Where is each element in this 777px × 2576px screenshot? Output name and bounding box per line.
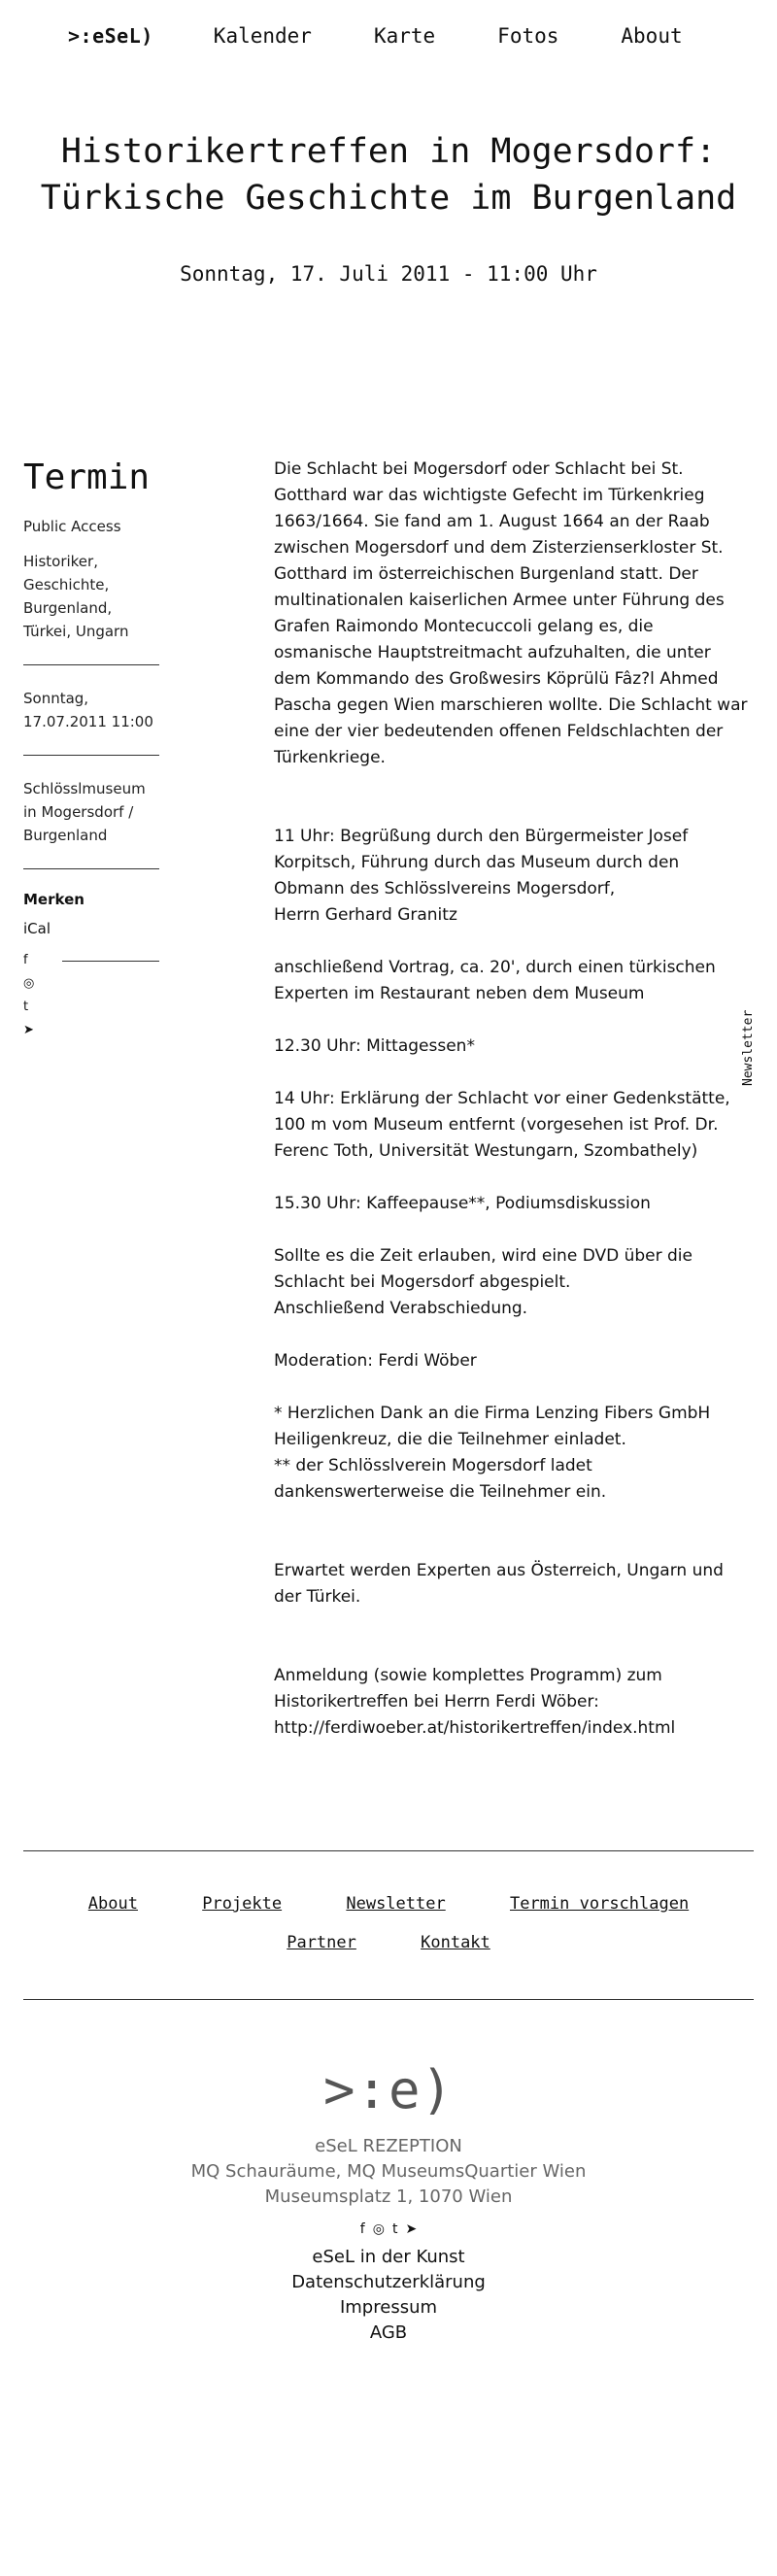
footer-link-partner[interactable]: Partner <box>287 1933 356 1952</box>
intro-paragraph: Die Schlacht bei Mogersdorf oder Schlacht bei St. Gotthard war das wichtigste Gefecht im Türkenkrieg 1663/1664. Sie fand am 1. August 1664 an der Raab zwischen Mogersdorf und dem Zisterzienserkloster St. Gotthard im österreichischen Burgenland statt. Der multinationalen kaiserlichen Armee unter Führung des Grafen Raimondo Montecuccoli gelang es, die osmanische Hauptstreitmacht aufzuhalten, die unter dem Kommando des Großwesirs Köprülü Fâz?l Ahmed Pascha gegen Wien marschieren wollte. Die Schlacht war eine der vier bedeutenden offenen Feldschlachten der Türkenkriege. <box>274 459 748 767</box>
program-11-host: Herrn Gerhard Granitz <box>274 905 457 925</box>
event-description <box>274 457 750 1742</box>
divider <box>23 868 159 869</box>
location[interactable]: Schlösslmuseum in Mogersdorf / Burgenland <box>23 780 146 844</box>
facebook-icon[interactable]: f <box>359 2221 365 2237</box>
top-nav <box>68 21 709 51</box>
footer-links-row-1 <box>23 1894 754 1914</box>
registration-link[interactable]: http://ferdiwoeber.at/historikertreffen/index.html <box>274 1718 676 1738</box>
newsletter-tab-label[interactable]: Newsletter <box>741 1009 756 1086</box>
nav-about[interactable]: About <box>621 24 683 48</box>
footer-link-about[interactable]: About <box>87 1894 138 1914</box>
twitter-icon[interactable]: t <box>23 1000 29 1014</box>
footer-link-impressum[interactable]: Impressum <box>339 2297 438 2318</box>
divider <box>23 664 159 665</box>
instagram-icon[interactable]: ◎ <box>23 976 35 991</box>
footer-address-line-1: MQ Schauräume, MQ MuseumsQuartier Wien <box>190 2161 587 2182</box>
footer-org-name: eSeL REZEPTION <box>315 2136 462 2156</box>
footer-address <box>0 2134 777 2210</box>
footer-legal-links <box>0 2245 777 2346</box>
program-11: 11 Uhr: Begrüßung durch den Bürgermeister Josef Korpitsch, Führung durch das Museum durch den Obmann des Schlösslvereins Mogersdorf, <box>274 827 689 898</box>
facebook-icon[interactable]: f <box>23 953 28 967</box>
footer-divider-top <box>23 1850 754 1851</box>
registration: Anmeldung (sowie komplettes Programm) zum Historikertreffen bei Herrn Ferdi Wöber: <box>274 1666 662 1712</box>
sidebar-heading: Termin <box>23 458 151 497</box>
tags-list[interactable]: Historiker, Geschichte, Burgenland, Türkei, Ungarn <box>23 553 129 640</box>
footer-link-esel-kunst[interactable]: eSeL in der Kunst <box>312 2247 465 2267</box>
event-sidebar <box>23 457 159 1038</box>
program-dvd: Sollte es die Zeit erlauben, wird eine DVD über die Schlacht bei Mogersdorf abgespielt. <box>274 1246 693 1292</box>
footer-logo[interactable]: >:e) <box>322 2059 455 2120</box>
program-mittag: 12.30 Uhr: Mittagessen* <box>274 1036 475 1056</box>
footer-link-agb[interactable]: AGB <box>369 2322 408 2343</box>
footer-link-kontakt[interactable]: Kontakt <box>421 1933 490 1952</box>
instagram-icon[interactable]: ◎ <box>372 2221 385 2237</box>
datetime-line-2: 17.07.2011 11:00 <box>23 713 153 730</box>
event-title-line-2: Türkische Geschichte im Burgenland <box>40 179 737 218</box>
footer-address-line-2: Museumsplatz 1, 1070 Wien <box>264 2186 513 2207</box>
divider <box>62 961 159 962</box>
event-title <box>39 128 738 221</box>
program-kaffee: 15.30 Uhr: Kaffeepause**, Podiumsdiskussion <box>274 1194 651 1213</box>
telegram-icon[interactable]: ➤ <box>23 1023 34 1037</box>
twitter-icon[interactable]: t <box>391 2221 398 2237</box>
thanks-1: * Herzlichen Dank an die Firma Lenzing Fibers GmbH Heiligenkreuz, die die Teilnehmer einladet. <box>274 1404 711 1449</box>
nav-karte[interactable]: Karte <box>373 24 436 48</box>
site-footer <box>0 2059 777 2346</box>
footer-link-termin-vorschlagen[interactable]: Termin vorschlagen <box>509 1894 690 1914</box>
merken-label: Merken <box>23 891 84 908</box>
program-vortrag: anschließend Vortrag, ca. 20', durch einen türkischen Experten im Restaurant neben dem Museum <box>274 958 716 1003</box>
footer-link-newsletter[interactable]: Newsletter <box>346 1894 446 1914</box>
nav-fotos[interactable]: Fotos <box>497 24 559 48</box>
nav-kalender[interactable]: Kalender <box>213 24 312 48</box>
footer-link-projekte[interactable]: Projekte <box>202 1894 283 1914</box>
access-label: Public Access <box>23 518 121 535</box>
event-date: Sonntag, 17. Juli 2011 - 11:00 Uhr <box>180 262 597 286</box>
moderation: Moderation: Ferdi Wöber <box>274 1351 477 1371</box>
footer-link-datenschutz[interactable]: Datenschutzerklärung <box>291 2272 486 2292</box>
footer-social <box>0 2221 777 2237</box>
sidebar-social <box>23 953 159 1038</box>
event-title-line-1: Historikertreffen in Mogersdorf: <box>60 132 717 171</box>
telegram-icon[interactable]: ➤ <box>405 2221 418 2237</box>
thanks-2: ** der Schlösslverein Mogersdorf ladet dankenswerterweise die Teilnehmer ein. <box>274 1456 607 1502</box>
program-14: 14 Uhr: Erklärung der Schlacht vor einer Gedenkstätte, 100 m vom Museum entfernt (vorgesehen ist Prof. Dr. Ferenc Toth, Universität Westungarn, Szombathely) <box>274 1089 730 1161</box>
datetime-line-1: Sonntag, <box>23 690 89 707</box>
experts: Erwartet werden Experten aus Österreich, Ungarn und der Türkei. <box>274 1561 724 1607</box>
site-logo[interactable]: >:eSeL) <box>68 24 153 48</box>
footer-links-row-2 <box>23 1933 754 1952</box>
ical-link[interactable]: iCal <box>23 920 51 937</box>
newsletter-tab[interactable] <box>741 991 757 1088</box>
footer-divider-bottom <box>23 1999 754 2000</box>
divider <box>23 755 159 756</box>
program-verabschiedung: Anschließend Verabschiedung. <box>274 1299 528 1318</box>
